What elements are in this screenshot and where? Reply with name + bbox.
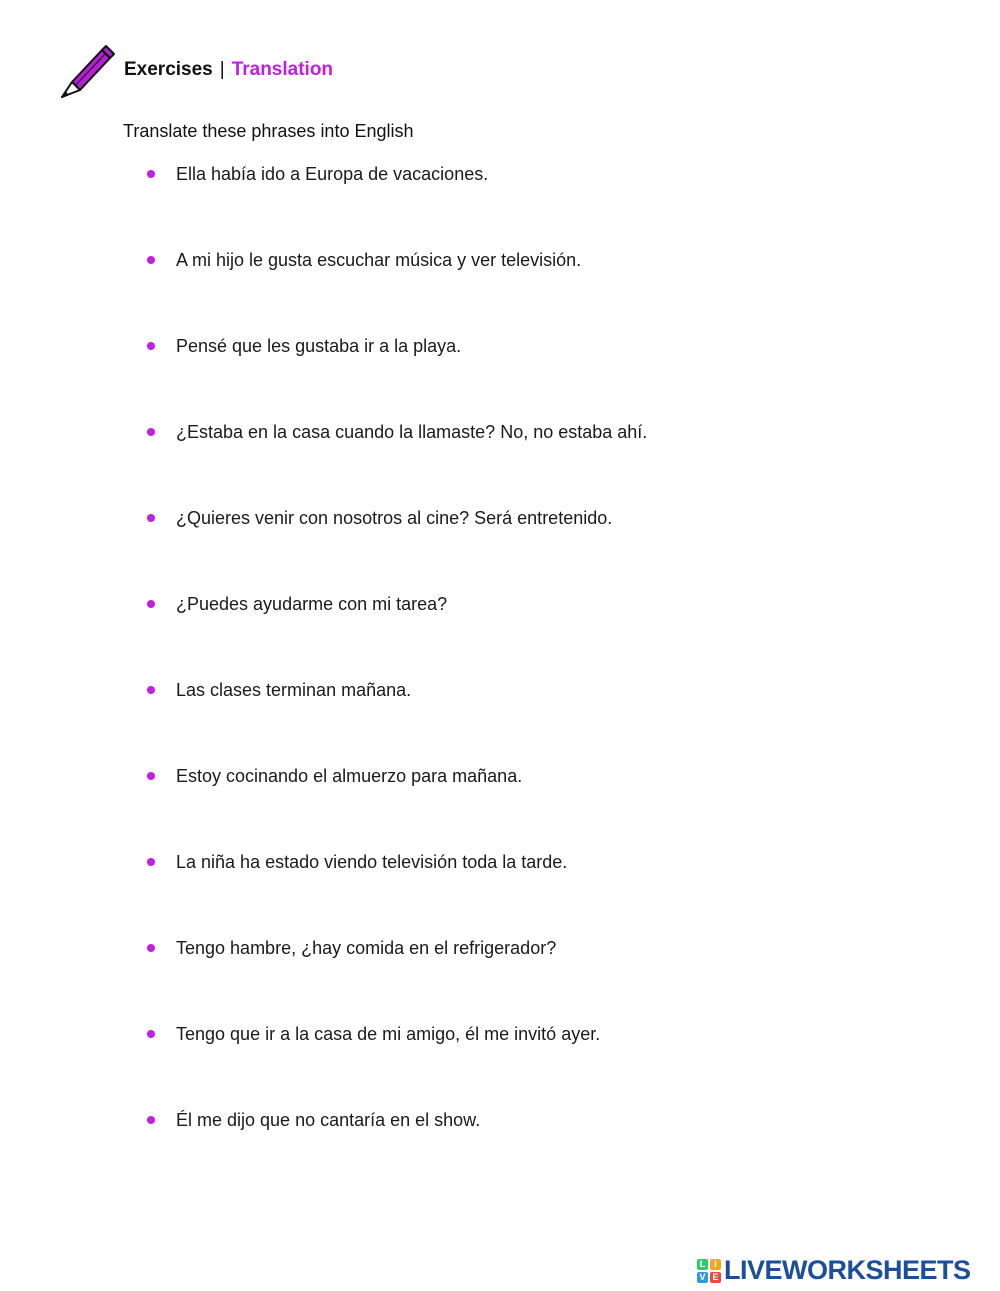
bullet-dot — [147, 600, 155, 608]
bullet-dot — [147, 514, 155, 522]
bullet-dot — [147, 256, 155, 264]
phrase-text: Ella había ido a Europa de vacaciones. — [176, 164, 489, 184]
phrase-text: ¿Quieres venir con nosotros al cine? Será entretenido. — [176, 508, 613, 528]
phrase-text: La niña ha estado viendo televisión toda la tarde. — [176, 852, 568, 872]
pencil-icon — [58, 42, 118, 100]
logo-letter: E — [710, 1272, 721, 1283]
instruction-text: Translate these phrases into English — [123, 121, 414, 141]
worksheet-header — [124, 58, 333, 82]
bullet-dot — [147, 342, 155, 350]
phrase-text: Él me dijo que no cantaría en el show. — [176, 1110, 481, 1130]
bullet-dot — [147, 1116, 155, 1124]
bullet-dot — [147, 772, 155, 780]
bullet-dot — [147, 944, 155, 952]
header-separator: | — [219, 59, 225, 80]
bullet-dot — [147, 1030, 155, 1038]
logo-letter: L — [697, 1259, 708, 1270]
bullet-dot — [147, 428, 155, 436]
phrase-text: Estoy cocinando el almuerzo para mañana. — [176, 766, 523, 786]
logo-text: LIVEWORKSHEETS — [724, 1255, 971, 1285]
liveworksheets-logo[interactable] — [697, 1255, 997, 1285]
logo-letter: I — [710, 1259, 721, 1270]
header-section: Exercises — [124, 59, 213, 80]
logo-letter: V — [697, 1272, 708, 1283]
phrase-text: ¿Estaba en la casa cuando la llamaste? No, no estaba ahí. — [176, 422, 648, 442]
phrase-text: A mi hijo le gusta escuchar música y ver televisión. — [176, 250, 582, 270]
logo-squares-icon — [697, 1259, 721, 1283]
header-topic: Translation — [231, 59, 334, 80]
bullet-dot — [147, 170, 155, 178]
bullet-dot — [147, 686, 155, 694]
phrase-text: Las clases terminan mañana. — [176, 680, 412, 700]
phrase-text: Tengo que ir a la casa de mi amigo, él me invitó ayer. — [176, 1024, 601, 1044]
bullet-dot — [147, 858, 155, 866]
phrase-text: Tengo hambre, ¿hay comida en el refrigerador? — [176, 938, 557, 958]
phrase-text: Pensé que les gustaba ir a la playa. — [176, 336, 462, 356]
phrase-text: ¿Puedes ayudarme con mi tarea? — [176, 594, 448, 614]
